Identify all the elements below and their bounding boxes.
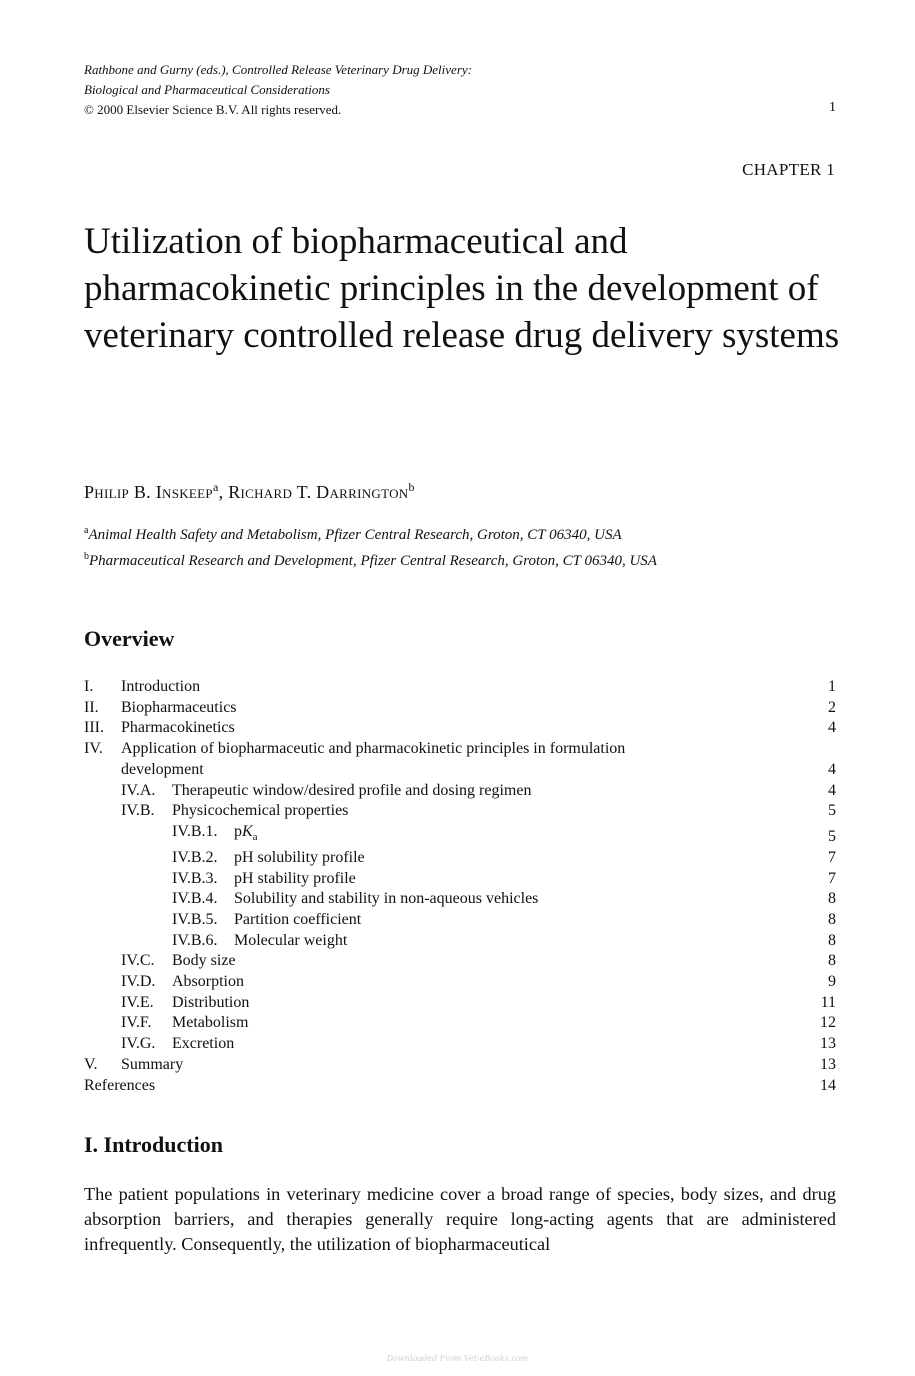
toc-page: 4: [828, 719, 836, 737]
running-head-copyright: © 2000 Elsevier Science B.V. All rights reserved.: [84, 102, 342, 117]
toc-page: 2: [828, 698, 836, 716]
toc-entry[interactable]: [84, 1076, 836, 1097]
toc-number: IV.: [84, 740, 103, 758]
toc-number: IV.E.: [121, 993, 154, 1011]
toc-label: References: [84, 1076, 156, 1094]
toc-entry-continuation[interactable]: [84, 760, 836, 781]
toc-label: development: [121, 760, 204, 778]
toc-number: IV.B.3.: [172, 869, 218, 887]
chapter-title: Utilization of biopharmaceutical and pharmacokinetic principles in the development of veterinary controlled release drug delivery systems: [84, 221, 840, 356]
toc-label: Solubility and stability in non-aqueous vehicles: [234, 890, 539, 908]
toc-entry[interactable]: [84, 677, 836, 698]
toc-entry[interactable]: [84, 1013, 836, 1034]
toc-page: 9: [828, 973, 836, 991]
author-affiliation-mark: a: [212, 480, 219, 494]
running-head: [84, 60, 836, 120]
toc-number: III.: [84, 719, 104, 737]
toc-number: IV.B.4.: [172, 890, 218, 908]
toc-page: 7: [828, 869, 836, 887]
toc-entry[interactable]: [84, 1055, 836, 1076]
toc-entry[interactable]: [84, 1034, 836, 1055]
page-number: 1: [829, 100, 836, 115]
toc-entry[interactable]: [84, 801, 836, 822]
affiliation-mark: b: [84, 551, 89, 562]
toc-entry[interactable]: [84, 718, 836, 739]
toc-page: 13: [820, 1055, 836, 1073]
toc-number: IV.B.6.: [172, 931, 218, 949]
toc-number: IV.C.: [121, 952, 155, 970]
author-name: Philip B. Inskeep: [84, 482, 213, 502]
affiliation-text: Animal Health Safety and Metabolism, Pfizer Central Research, Groton, CT 06340, USA: [88, 527, 622, 543]
toc-label-p: p: [234, 822, 242, 840]
toc-page: 4: [828, 760, 836, 778]
toc-page: 8: [828, 890, 836, 908]
toc-label: Metabolism: [172, 1014, 249, 1032]
toc-entry[interactable]: [84, 931, 836, 952]
toc-number: IV.G.: [121, 1035, 156, 1053]
toc-number: IV.B.5.: [172, 910, 218, 928]
toc-label: Application of biopharmaceutic and pharmacokinetic principles in formulation: [121, 740, 626, 758]
toc-entry[interactable]: [84, 848, 836, 869]
toc-label: Biopharmaceutics: [121, 698, 237, 716]
toc-number: IV.D.: [121, 973, 156, 991]
toc-number: V.: [84, 1055, 98, 1073]
toc-page: 12: [820, 1014, 836, 1032]
toc-label: Physicochemical properties: [172, 802, 349, 820]
toc-page: 8: [828, 910, 836, 928]
affiliation: [84, 546, 657, 572]
toc-label: Introduction: [121, 678, 201, 695]
toc-label-k: K: [242, 822, 253, 840]
toc-label: Partition coefficient: [234, 910, 362, 928]
toc-entry[interactable]: [84, 993, 836, 1014]
toc-label: Molecular weight: [234, 931, 348, 949]
affiliation: [84, 520, 657, 546]
toc-label: [234, 822, 806, 848]
author-name: Richard T. Darrington: [228, 482, 409, 502]
toc-page: 1: [828, 678, 836, 695]
body-paragraph: The patient populations in veterinary medicine cover a broad range of species, body sizes, and drug absorption barriers, and therapies generally require long-acting agents that are administered infrequently. Consequently, the utilization of biopharmaceutical: [84, 1184, 836, 1254]
toc-label: Therapeutic window/desired profile and dosing regimen: [172, 781, 532, 799]
toc-label: pH stability profile: [234, 869, 356, 887]
toc-entry[interactable]: [84, 781, 836, 802]
toc-page: 8: [828, 931, 836, 949]
toc-label: Pharmacokinetics: [121, 719, 235, 737]
section-heading-introduction: I. Introduction: [84, 1132, 223, 1157]
toc-number: II.: [84, 698, 99, 716]
affiliation-text: Pharmaceutical Research and Development, Pfizer Central Research, Groton, CT 06340, USA: [89, 553, 657, 569]
toc-page: 4: [828, 781, 836, 799]
toc-number: IV.F.: [121, 1014, 152, 1032]
toc-label: Excretion: [172, 1035, 235, 1053]
author-separator: ,: [218, 482, 229, 502]
toc-number: IV.B.1.: [172, 822, 218, 840]
toc-label: Distribution: [172, 993, 250, 1011]
toc-entry[interactable]: [84, 951, 836, 972]
toc-label: pH solubility profile: [234, 848, 365, 866]
toc-page: 14: [820, 1076, 836, 1094]
toc-entry[interactable]: [84, 698, 836, 719]
chapter-label: CHAPTER 1: [742, 160, 835, 179]
toc-number: I.: [84, 678, 94, 695]
toc-page: 8: [828, 952, 836, 970]
toc-page: 13: [820, 1035, 836, 1053]
toc-number: IV.A.: [121, 781, 156, 799]
affiliation-mark: a: [84, 525, 89, 536]
toc-page: 5: [828, 828, 836, 846]
toc-page: 7: [828, 848, 836, 866]
author-line: [84, 480, 415, 503]
toc-label: Body size: [172, 952, 236, 970]
toc-entry[interactable]: [84, 869, 836, 890]
download-watermark: Downloaded From Vet-eBooks.com: [386, 1354, 529, 1363]
author-affiliation-mark: b: [408, 480, 415, 494]
toc-number: IV.B.: [121, 802, 155, 820]
toc-page: 5: [828, 802, 836, 820]
toc-label: Absorption: [172, 973, 244, 991]
toc-entry[interactable]: [84, 739, 836, 760]
toc-label-subscript: a: [252, 831, 258, 844]
running-head-subtitle: Biological and Pharmaceutical Considerations: [84, 82, 330, 97]
affiliations: [84, 520, 657, 572]
toc-label: Summary: [121, 1055, 184, 1073]
toc-entry[interactable]: [84, 889, 836, 910]
table-of-contents: [84, 677, 836, 1096]
overview-heading: Overview: [84, 626, 175, 651]
toc-entry[interactable]: [84, 822, 836, 848]
toc-entry[interactable]: [84, 972, 836, 993]
toc-page: 11: [820, 993, 836, 1011]
toc-number: IV.B.2.: [172, 848, 218, 866]
running-head-citation: Rathbone and Gurny (eds.), Controlled Release Veterinary Drug Delivery:: [84, 62, 472, 77]
toc-entry[interactable]: [84, 910, 836, 931]
